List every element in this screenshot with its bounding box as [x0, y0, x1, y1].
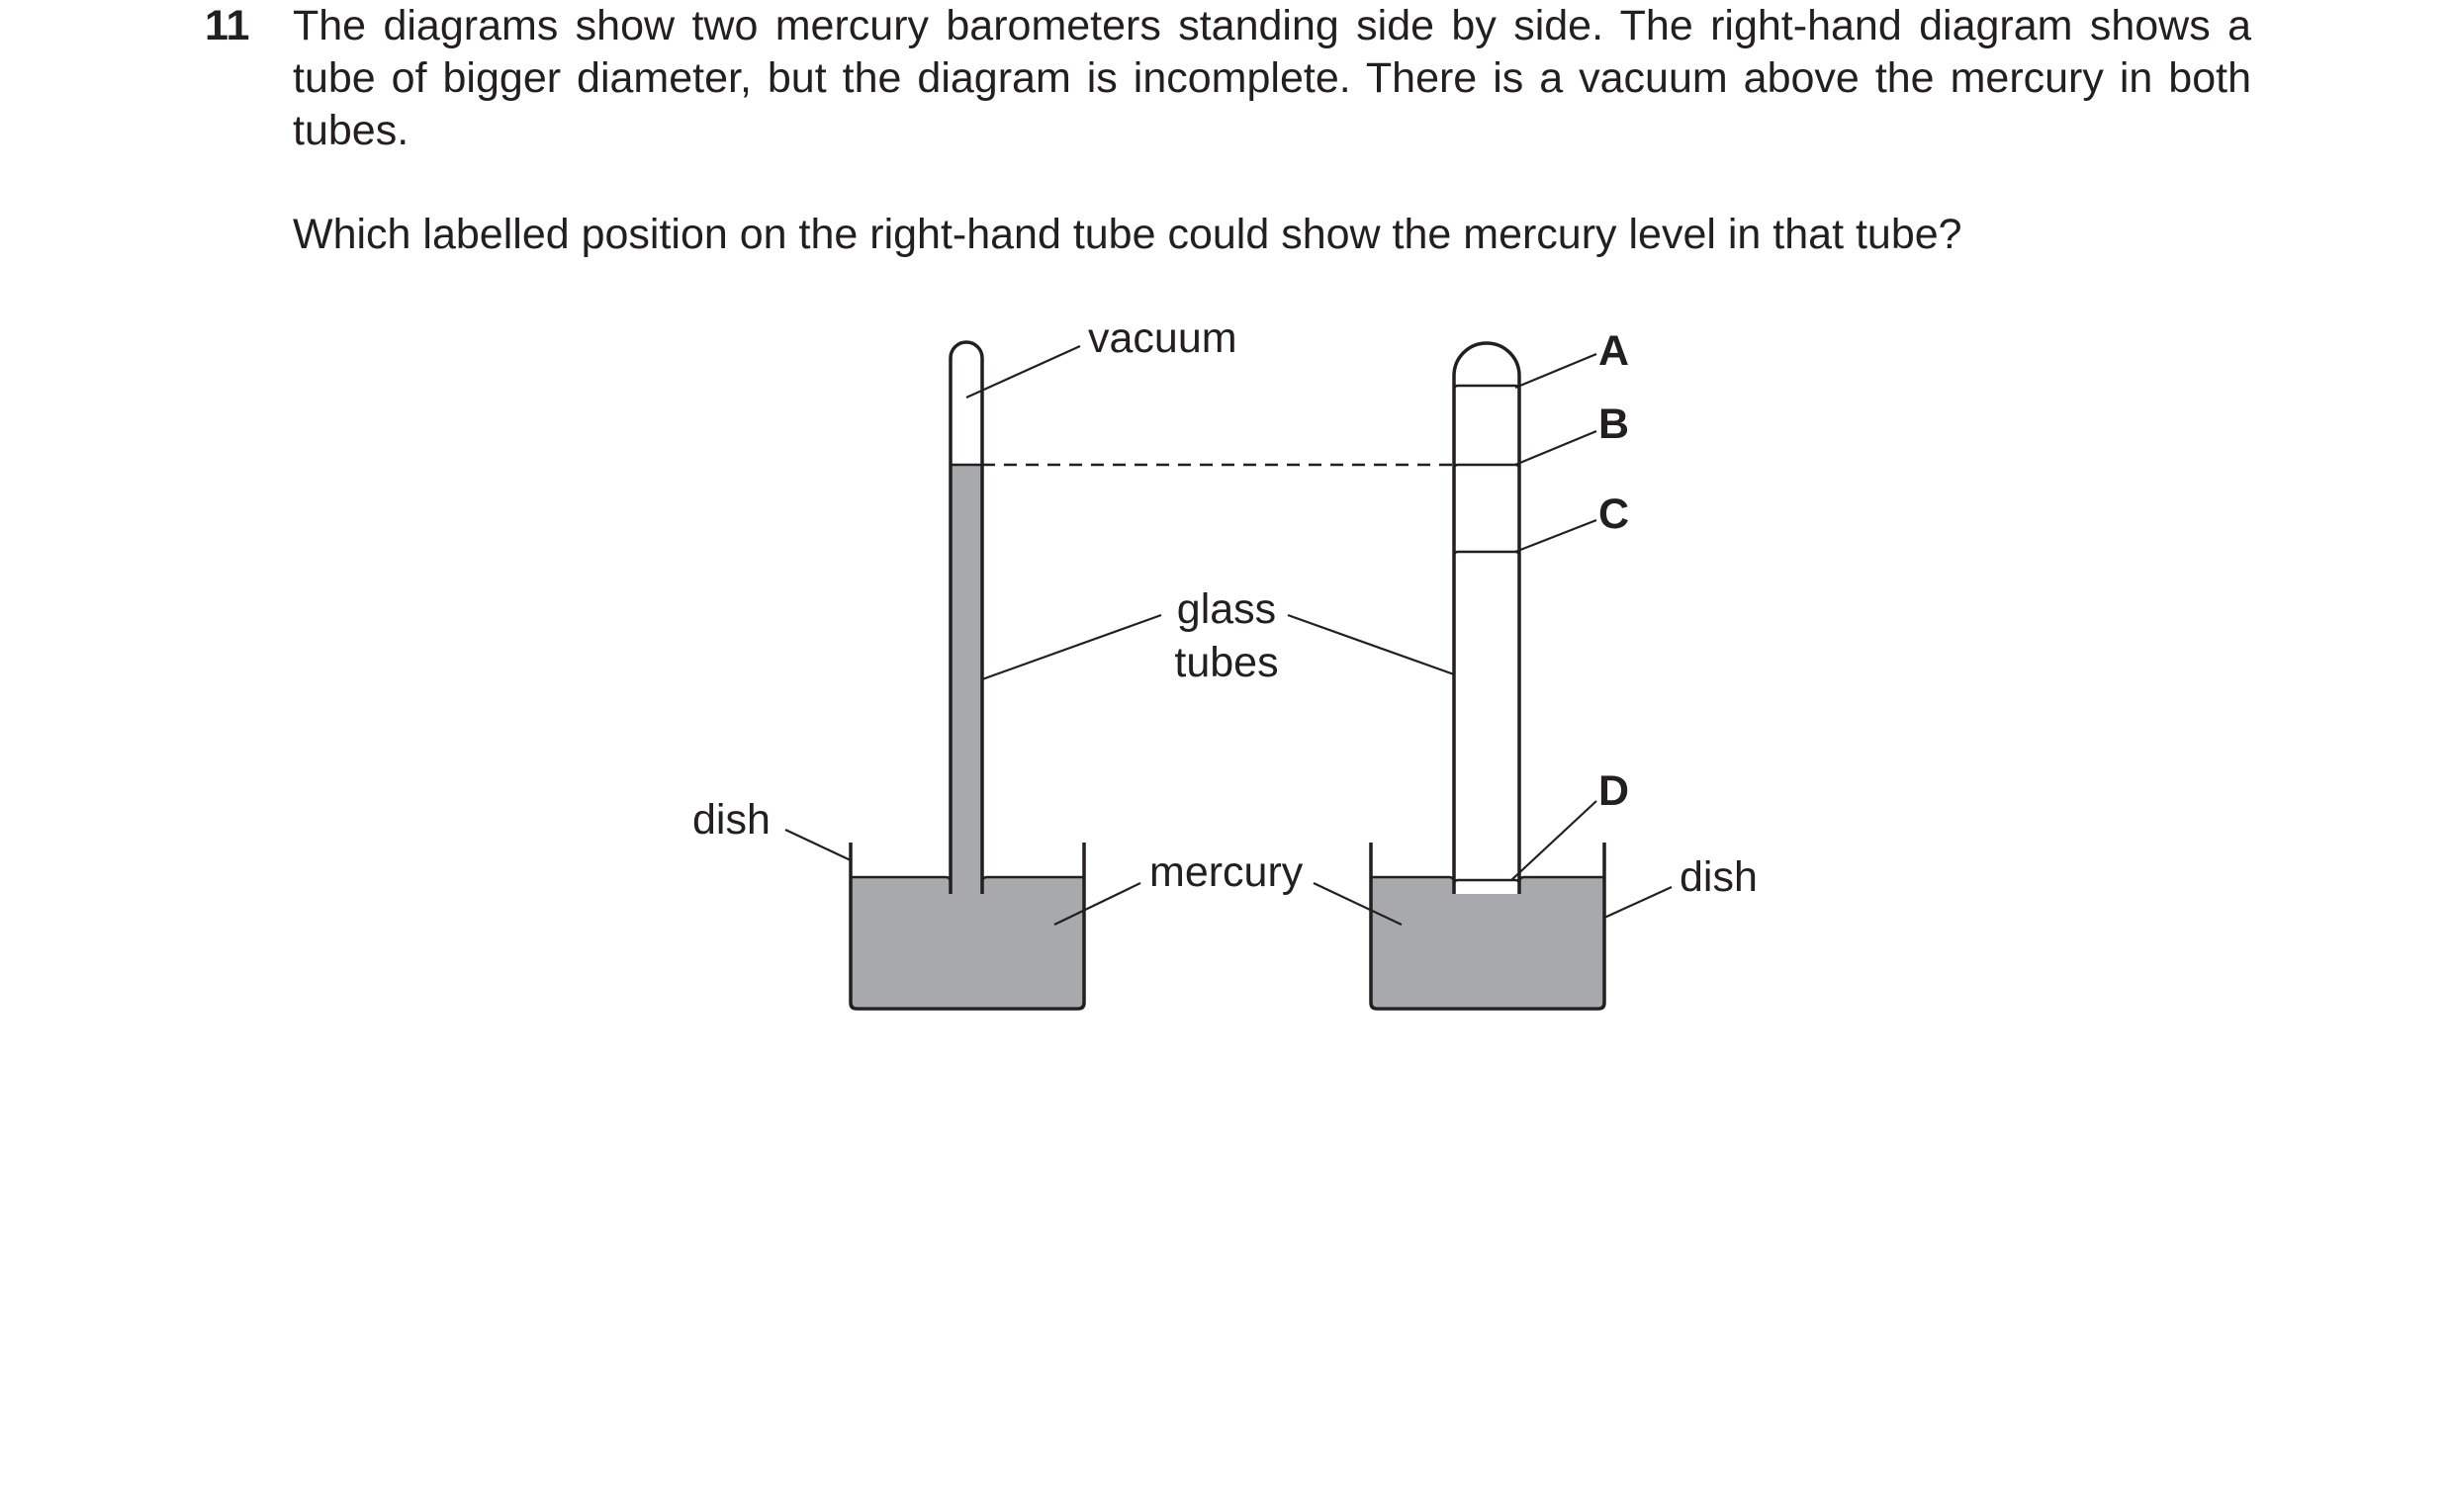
leader-d: [1511, 801, 1596, 880]
right-tube: [1454, 343, 1519, 894]
leader-c: [1515, 520, 1596, 552]
question-number: 11: [205, 2, 250, 49]
label-glass: glass: [1176, 585, 1277, 633]
question-prompt: Which labelled position on the right-hand tube could show the mercury level in that tube?: [293, 211, 1962, 258]
right-dish-mercury: [1371, 877, 1604, 1007]
label-mercury: mercury: [1149, 848, 1304, 896]
leader-b: [1515, 431, 1596, 465]
leader-dish-left: [785, 830, 851, 860]
level-mark-d: [1454, 880, 1519, 884]
option-b: B: [1598, 400, 1630, 448]
option-c: C: [1598, 490, 1630, 538]
left-barometer: [851, 342, 1084, 1009]
label-tubes: tubes: [1174, 639, 1279, 686]
left-dish-mercury: [851, 877, 1084, 1007]
left-tube-mercury: [951, 465, 982, 894]
level-mark-c: [1454, 552, 1519, 556]
leader-a: [1515, 354, 1596, 388]
label-dish-left: dish: [692, 796, 771, 844]
leader-glass-right: [1288, 615, 1454, 674]
level-mark-b: [1454, 465, 1519, 469]
level-mark-a: [1454, 386, 1519, 390]
label-dish-right: dish: [1680, 853, 1758, 901]
option-d: D: [1598, 767, 1630, 815]
leader-dish-right: [1604, 887, 1672, 918]
label-vacuum: vacuum: [1088, 314, 1237, 362]
option-a: A: [1598, 327, 1630, 375]
question-text: The diagrams show two mercury barometers standing side by side. The right-hand diagram shows a tube of bigger diameter, but the diagram is incomplete. There is a vacuum above the mercury in both tubes.: [293, 2, 2251, 154]
leader-glass-left: [982, 615, 1161, 679]
